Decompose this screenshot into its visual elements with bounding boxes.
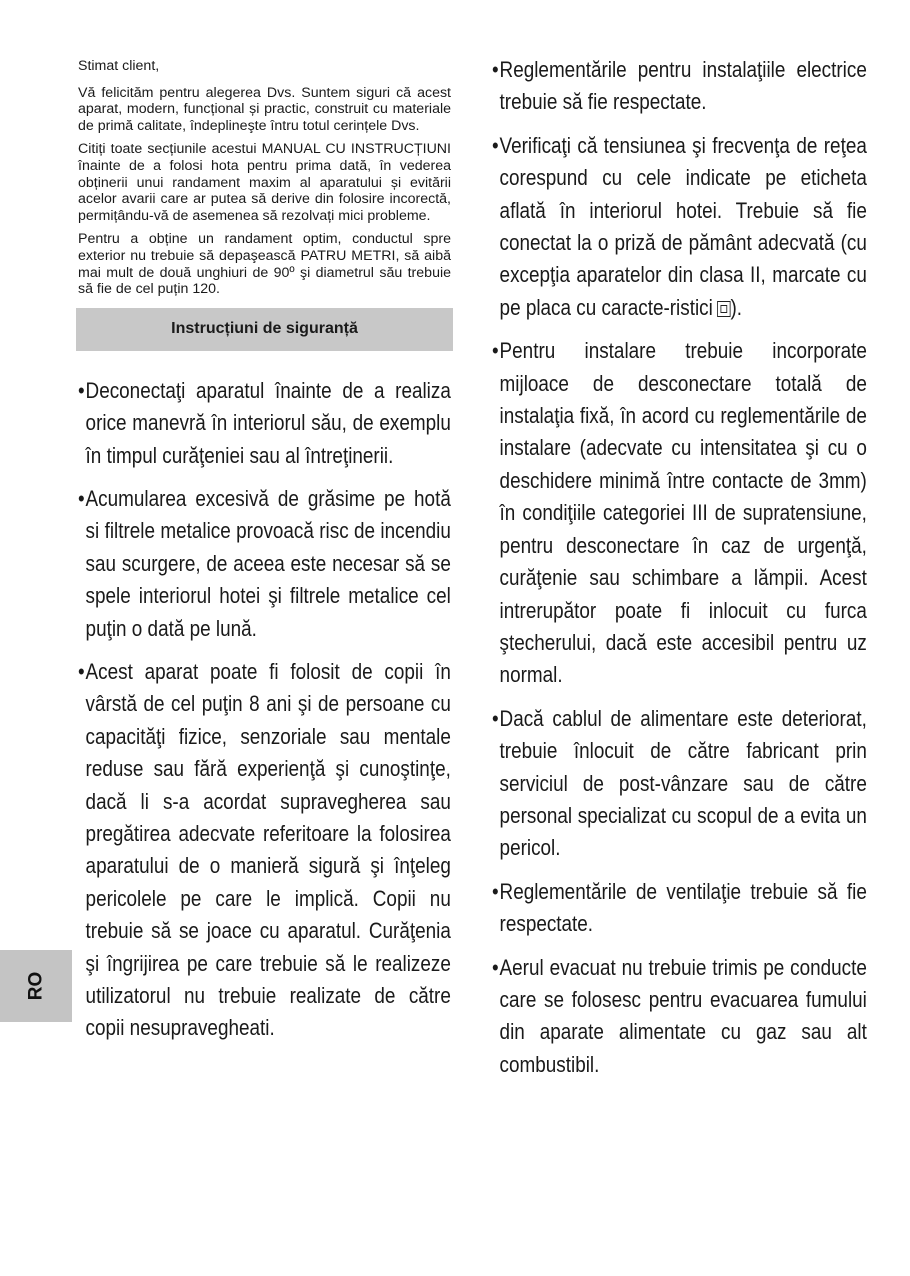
safety-bullet (492, 54, 867, 119)
right-column (492, 54, 867, 1092)
bullet-dot: • (492, 878, 499, 904)
bullet-text: Acumularea excesivă de grăsime pe hotă si filtrele metalice provoacă risc de incendiu sau scurgere, de aceea este necesar să se spele interiorul hotei şi filtrele metalice cel puţin o dată pe lună. (85, 485, 451, 641)
bullet-text: Deconectaţi aparatul înainte de a realiza orice manevră în interiorul său, de exemplu în timpul curăţeniei sau al întreţinerii. (85, 377, 451, 468)
safety-bullet (492, 952, 867, 1082)
bullet-text: Reglementările pentru instalaţiile electrice trebuie să fie respectate. (499, 57, 867, 115)
bullet-text: Aerul evacuat nu trebuie trimis pe conducte care se folosesc pentru evacuarea fumului din aparate alimentate cu gaz sau alt combustibil. (499, 954, 867, 1077)
bullet-text-main: Verificaţi că tensiunea şi frecvenţa de reţea corespund cu cele indicate pe eticheta aflată în interiorul hotei. Trebuie să fie conectat la o priză de pământ adecvată (cu excepţia aparatelor din clasa II, marcate cu pe placa cu caracte-ristici (499, 132, 867, 320)
bullet-text (500, 130, 867, 324)
bullet-text: Pentru instalare trebuie incorporate mijloace de desconectare totală de instalaţia fixă, în acord cu reglementările de instalare (adecvate cu intensitatea şi cu o deschidere minimă între contacte de 3mm) în condiţiile categoriei III de supratensiune, pentru desconectare în caz de urgenţă, curăţenie sau schimbare a lămpii. Acest intrerupător poate fi inlocuit cu furca ştecherului, dacă este accesibil pentru uz normal. (499, 338, 867, 688)
bullet-dot: • (78, 658, 85, 684)
intro-paragraph-3: Pentru a obține un randament optim, conductul spre exterior nu trebuie să depaşească PATRU METRI, să aibă mai mult de două unghiuri de 90º şi diametrul său trebuie să fie de cel puțin 120. (78, 231, 451, 298)
safety-bullet (78, 656, 451, 1045)
bullet-dot: • (78, 485, 85, 511)
bullet-text: Acest aparat poate fi folosit de copii în vârstă de cel puţin 8 ani şi de persoane cu capacităţi fizice, senzoriale sau mentale reduse sau fără experienţă şi cunoştinţe, dacă li s-a acordat supravegherea sau pregătirea adecvate referitoare la folosirea aparatului de o manieră sigură şi înţeleg pericolele pe care le implică. Copii nu trebuie să se joace cu aparatul. Curăţenia şi îngrijirea pe care trebuie să le realizeze utilizatorul nu trebuie realizate de către copii nesupravegheati. (85, 658, 451, 1041)
safety-bullet (78, 483, 451, 645)
bullet-text-end: ). (730, 294, 742, 320)
greeting: Stimat client, (78, 58, 160, 74)
safety-bullet (492, 876, 867, 941)
bullet-text: Reglementările de ventilaţie trebuie să fie respectate. (499, 878, 867, 937)
intro-paragraph-1: Vă felicităm pentru alegerea Dvs. Suntem siguri că acest aparat, modern, funcțional și practic, construit cu materiale de primă calitate, îndeplineşte întru totul cerințele Dvs. (78, 84, 451, 134)
section-title: Instrucțiuni de siguranță (76, 308, 453, 351)
bullet-dot: • (492, 705, 499, 731)
safety-bullet (492, 703, 867, 865)
bullet-dot: • (492, 954, 499, 980)
bullet-dot: • (492, 132, 499, 158)
safety-bullet (78, 375, 451, 472)
bullet-text: Dacă cablul de alimentare este deteriorat, trebuie înlocuit de către fabricant prin serviciul de post-vânzare sau de către personal specializat cu scopul de a evita un pericol. (499, 705, 867, 861)
bullet-dot: • (492, 57, 499, 82)
class-ii-double-insulation-icon (717, 301, 730, 317)
language-tab-label: RO (25, 971, 46, 1001)
language-tab (0, 950, 72, 1022)
intro-paragraph-2: Citiți toate secțiunile acestui MANUAL CU INSTRUCȚIUNI înainte de a folosi hota pentru prima dată, în vederea obținerii unui randament maxim al aparatului și evitării acelor avarii care ar putea să derive din folosire incorectă, permițându-vă de asemenea să rezolvați mici probleme. (78, 141, 451, 224)
safety-bullet (492, 335, 867, 691)
safety-bullet (492, 130, 867, 324)
left-column (78, 58, 451, 1056)
bullet-dot: • (78, 377, 85, 403)
bullet-dot: • (492, 338, 499, 364)
